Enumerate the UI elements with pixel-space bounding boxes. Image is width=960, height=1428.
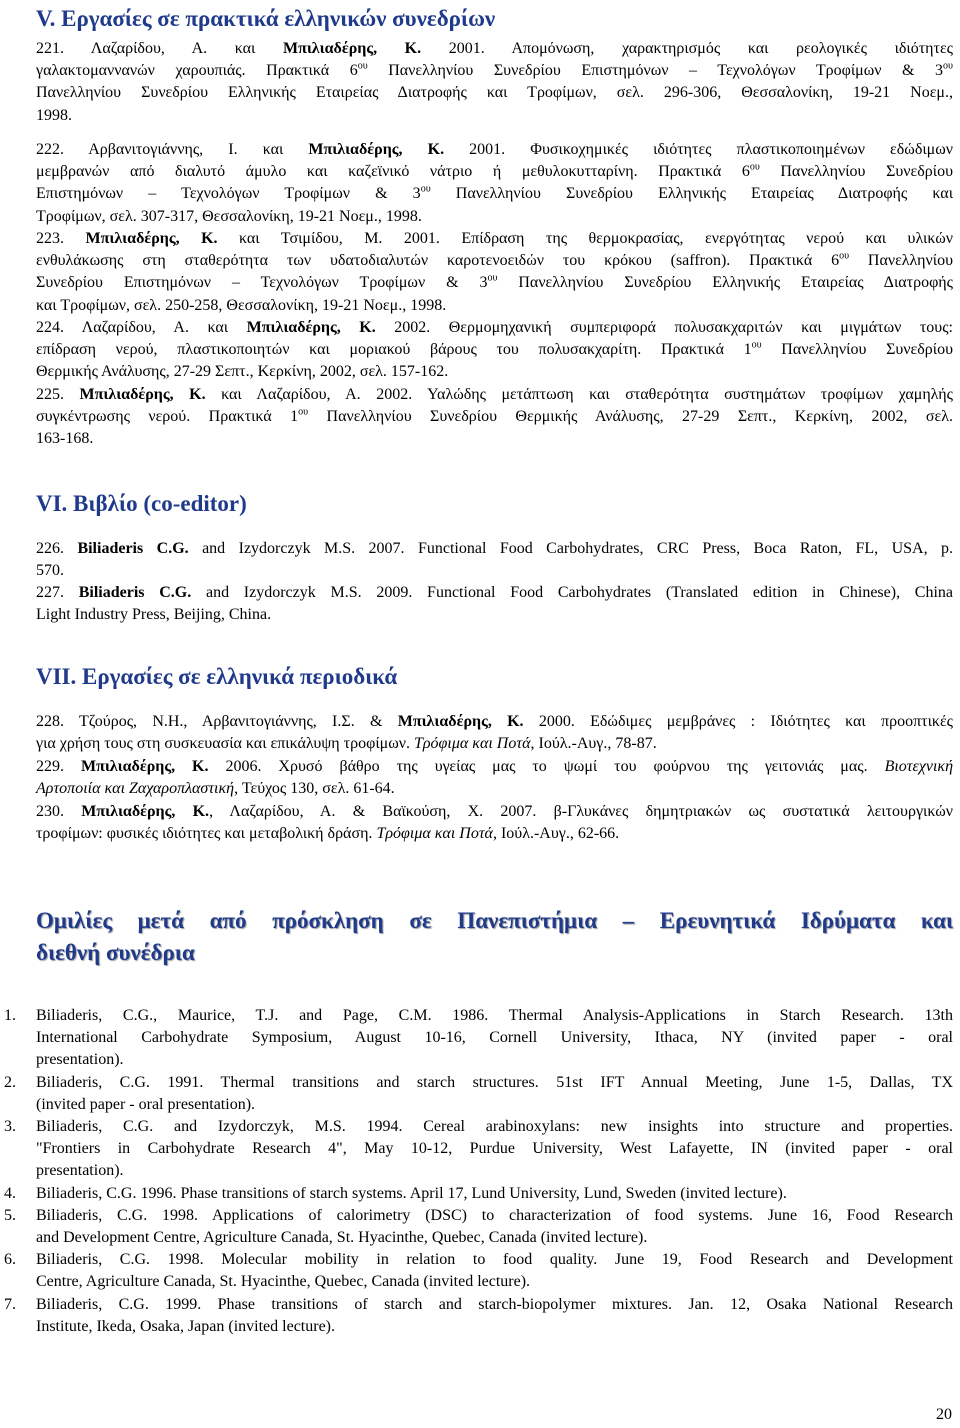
entry-line: 227. Biliaderis C.G. and Izydorczyk M.S. 2009. Functional Food Carbohydrates (Translated edition in Chinese), China: [36, 584, 954, 601]
entry-line: 221. Λαζαρίδου, Α. και Μπιλιαδέρης, Κ. 2001. Απομόνωση, χαρακτηρισμός και ρεολογικές ιδιότητες: [36, 40, 954, 57]
entry-227: [36, 582, 953, 626]
talk-item-number: 1.: [4, 1007, 16, 1024]
entry-line: Αρτοποιία και Ζαχαροπλαστική, Τεύχος 130, σελ. 61-64.: [36, 780, 395, 798]
entry-line: για χρήση τους στη συσκευασία και επικάλυψη τροφίμων. Τρόφιμα και Ποτά, Ιούλ.-Αυγ., 78-87.: [36, 735, 657, 753]
talk-item-line: "Frontiers in Carbohydrate Research 4", May 10-12, Purdue University, West Lafayette, IN (invited paper - oral: [36, 1140, 953, 1158]
entry-line: 223. Μπιλιαδέρης, Κ. και Τσιμίδου, Μ. 2001. Επίδραση της θερμοκρασίας, ενεργότητας νερού και υλικών: [36, 230, 954, 247]
talk-item-line: Biliaderis, C.G. 1996. Phase transitions of starch systems. April 17, Lund University, Lund, Sweden (invited lecture).: [36, 1184, 787, 1202]
entry-line: επίδραση νερού, πλαστικοποιητών και μοριακού βάρους του πολυσακχαρίτη. Πρακτικά $1^{o\upsilon}$ Πανελληνίου Συνεδρίου: [36, 339, 954, 359]
entry-line: 226. Biliaderis C.G. and Izydorczyk M.S. 2007. Functional Food Carbohydrates, CRC Press, Boca Raton, FL, USA, p.: [36, 540, 954, 557]
entry-line: 225. Μπιλιαδέρης, Κ. και Λαζαρίδου, Α. 2002. Υαλώδης μετάπτωση και σταθερότητα συστημάτων τροφίμων χαμηλής: [36, 386, 954, 403]
talk-item-line: Biliaderis, C.G., Maurice, T.J. and Page, C.M. 1986. Thermal Analysis-Applications in Starch Research. 13th: [36, 1007, 953, 1024]
entry-226: [36, 538, 953, 582]
talk-item-text: [36, 1183, 953, 1205]
entry-line: Επιστημόνων – Τεχνολόγων Τροφίμων & $3^{o\upsilon}$ Πανελληνίου Συνεδρίου Ελληνικής Εταιρείας Διατροφής και: [36, 184, 953, 203]
entry-line: 222. Αρβανιτογιάννης, Ι. και Μπιλιαδέρης, Κ. 2001. Φυσικοχημικές ιδιότητες πλαστικοποιημένων εδώδιμων: [36, 141, 954, 158]
section-vi-heading: VI. Βιβλίο (co-editor): [36, 491, 247, 516]
talk-item-text: [36, 1116, 953, 1183]
entry-228: [36, 711, 953, 755]
entry-line: 163-168.: [36, 430, 94, 448]
entry-229: [36, 756, 953, 800]
talk-item-number: 4.: [4, 1184, 16, 1202]
entry-line: συγκέντρωσης νερού. Πρακτικά $1^{o\upsilon}$ Πανελληνίου Συνεδρίου Θερμικής Ανάλυσης, 27-29 Σεπτ., Κερκίνη, 2002, σελ.: [36, 406, 954, 426]
talk-item-text: [36, 1005, 953, 1072]
talk-item-line: Biliaderis, C.G. 1999. Phase transitions of starch and starch-biopolymer mixtures. Jan. 12, Osaka National Research: [36, 1295, 953, 1313]
talk-item-line: Biliaderis, C.G. 1998. Applications of calorimetry (DSC) to characterization of food systems. June 16, Food Research: [36, 1206, 953, 1224]
talk-item-text: [36, 1249, 953, 1293]
talk-item-line: (invited paper - oral presentation).: [36, 1095, 256, 1113]
talk-item-line: and Development Centre, Agriculture Canada, St. Hyacinthe, Quebec, Canada (invited lecture).: [36, 1229, 648, 1246]
talk-item-line: Biliaderis, C.G. and Izydorczyk, M.S. 1994. Cereal arabinoxylans: new insights into structure and properties.: [36, 1118, 953, 1135]
entry-line: 230. Μπιλιαδέρης, Κ., Λαζαρίδου, Α. & Βαϊκούση, Χ. 2007. β-Γλυκάνες δημητριακών ως συστατικά λειτουργικών: [36, 803, 954, 820]
talk-item-text: [36, 1072, 953, 1116]
entry-line: Συνεδρίου Επιστημόνων – Τεχνολόγων Τροφίμων & $3^{o\upsilon}$ Πανελληνίου Συνεδρίου Ελληνικής Εταιρείας Διατροφής: [36, 273, 954, 292]
invited-talks-heading-line1: Ομιλίες μετά από πρόσκληση σε Πανεπιστήμια – Ερευνητικά Ιδρύματα και: [36, 908, 953, 933]
talk-item-line: Institute, Ikeda, Osaka, Japan (invited lecture).: [36, 1317, 335, 1335]
section-v-heading: V. Εργασίες σε πρακτικά ελληνικών συνεδρίων: [36, 6, 496, 31]
talk-item-line: International Carbohydrate Symposium, August 10-16, Cornell University, Ithaca, NY (invited paper - oral: [36, 1029, 953, 1047]
entry-line: και Τροφίμων, σελ. 250-258, Θεσσαλονίκη, 19-21 Νοεμ., 1998.: [36, 296, 447, 314]
entry-224: [36, 317, 953, 384]
invited-talks-heading-line2: διεθνή συνέδρια: [36, 940, 195, 965]
talk-item-line: Biliaderis, C.G. 1991. Thermal transitions and starch structures. 51st IFT Annual Meeting, June 1-5, Dallas, TX: [36, 1073, 953, 1091]
entry-222: [36, 139, 953, 228]
entry-line: μεμβρανών από διαλυτό άμυλο και καζεϊνικό νάτριο ή μεθυλοκυτταρίνη. Πρακτικά $6^{o\upsilon}$ Πανελληνίου Συνεδρίου: [36, 161, 954, 181]
entry-223: [36, 228, 953, 317]
section-vii-heading: VII. Εργασίες σε ελληνικά περιοδικά: [36, 664, 398, 689]
entry-line: Πανελληνίου Συνεδρίου Ελληνικής Εταιρείας Διατροφής και Τροφίμων, σελ. 296-306, Θεσσαλονίκη, 19-21 Νοεμ.,: [36, 84, 953, 102]
talk-item-number: 5.: [4, 1206, 16, 1224]
entry-line: 229. Μπιλιαδέρης, Κ. 2006. Χρυσό βάθρο της υγείας μας το ψωμί του φούρνου της γειτονιάς μας. Βιοτεχνική: [36, 758, 954, 775]
entry-line: Light Industry Press, Beijing, China.: [36, 606, 272, 624]
entry-line: ενθυλάκωσης στη σταθερότητα των υδατοδιαλυτών καροτενοειδών του κρόκου (saffron). Πρακτικά $6^{o\upsilon}$ Πανελληνίου: [36, 250, 954, 270]
talk-item-line: presentation).: [36, 1051, 124, 1069]
entry-line: τροφίμων: φυσικές ιδιότητες και μεταβολική δράση. Τρόφιμα και Ποτά, Ιούλ.-Αυγ., 62-66.: [36, 825, 620, 843]
entry-line: 570.: [36, 562, 64, 580]
entry-221: [36, 38, 953, 127]
talk-item-number: 3.: [4, 1118, 16, 1135]
entry-225: [36, 384, 953, 451]
entry-line: 228. Τζούρος, Ν.Η., Αρβανιτογιάννης, Ι.Σ. & Μπιλιαδέρης, Κ. 2000. Εδώδιμες μεμβράνες : Ιδιότητες και προοπτικές: [36, 713, 954, 730]
entry-line: 1998.: [36, 106, 72, 124]
talk-item-line: presentation).: [36, 1162, 124, 1180]
talk-item-line: Centre, Agriculture Canada, St. Hyacinthe, Quebec, Canada (invited lecture).: [36, 1273, 531, 1291]
entry-line: Θερμικής Ανάλυσης, 27-29 Σεπτ., Κερκίνη, 2002, σελ. 157-162.: [36, 363, 449, 381]
talk-item-line: Biliaderis, C.G. 1998. Molecular mobility in relation to food quality. June 19, Food Research and Development: [36, 1251, 953, 1269]
entry-230: [36, 801, 953, 845]
entry-line: γαλακτομαννανών χαρουπιάς. Πρακτικά $6^{o\upsilon}$ Πανελληνίου Συνεδρίου Επιστημόνων – Τεχνολόγων Τροφίμων & $3^{o\upsilon}$: [36, 60, 953, 80]
entry-line: Τροφίμων, σελ. 307-317, Θεσσαλονίκη, 19-21 Νοεμ., 1998.: [36, 207, 422, 225]
page-number: 20: [936, 1406, 952, 1423]
entry-line: 224. Λαζαρίδου, Α. και Μπιλιαδέρης, Κ. 2002. Θερμομηχανική συμπεριφορά πολυσακχαριτών και μιγμάτων τους:: [36, 319, 954, 336]
talk-item-number: 7.: [4, 1295, 16, 1313]
talk-item-number: 6.: [4, 1251, 16, 1269]
talk-item-text: [36, 1205, 953, 1249]
talk-item-text: [36, 1294, 953, 1338]
talk-item-number: 2.: [4, 1073, 16, 1091]
